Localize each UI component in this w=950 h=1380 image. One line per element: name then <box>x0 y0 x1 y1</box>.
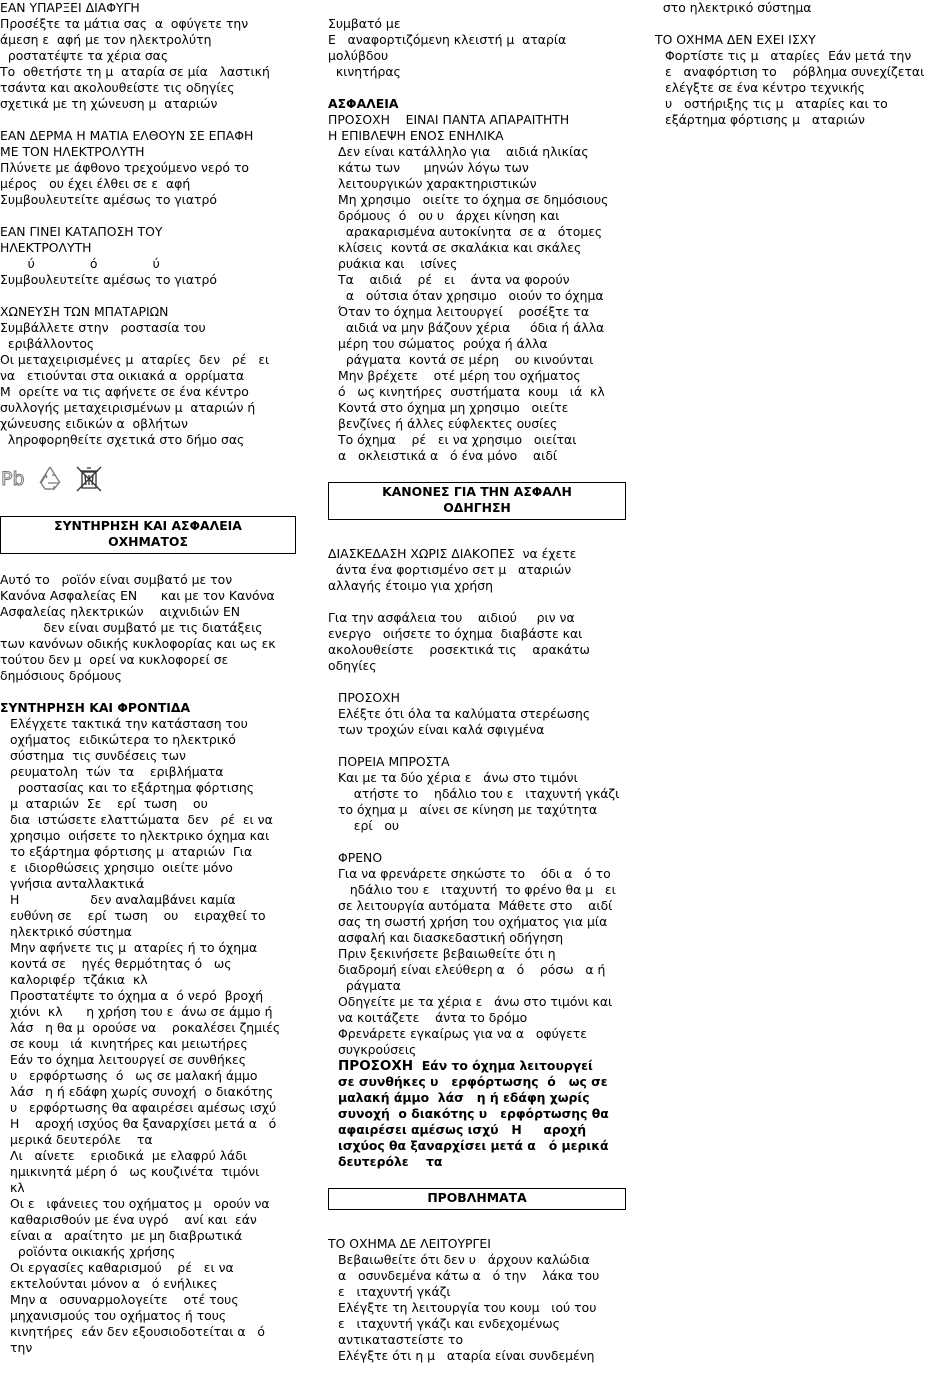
text-line: ό ως κινητήρες συστήματα κουμ ιά κλ <box>338 384 605 399</box>
text-line: εξάρτημα φόρτισης μ αταριών <box>665 112 865 127</box>
text-line: κινητήρας <box>328 64 401 79</box>
brake-warning-body <box>338 1074 626 1170</box>
body-cont <box>655 0 945 16</box>
text-line: Οι ε ιφάνειες του οχήματος μ ορούν να <box>10 1196 270 1211</box>
section-conformity <box>0 572 302 684</box>
text-line: Το όχημα ρέ ει να χρησιμο οιείται <box>338 432 577 447</box>
text-line: ροϊόντα οικιακής χρήσης <box>10 1244 176 1259</box>
text-line: Η δεν αναλαμβάνει καμία <box>10 892 236 907</box>
text-line: ροστατέψτε τα χέρια σας <box>0 48 169 63</box>
text-line: ισχύος θα ξαναρχίσει μετά α ό μερικά <box>338 1138 609 1153</box>
text-line: ροστασίας και το εξάρτημα φόρτισης <box>10 780 255 795</box>
text-line: τούτου δεν μ ορεί να κυκλοφορεί σε <box>0 652 229 667</box>
text-line: συλλογής μεταχειρισμένων μ αταριών ή <box>0 400 256 415</box>
text-line: ενεργο οιήσετε το όχημα διαβάστε και <box>328 626 583 641</box>
text-line: να ετιούνται στα οικιακά α ορρίματα <box>0 368 245 383</box>
text-line: ρυάκια και ισίνες <box>338 256 458 271</box>
heading-not-working: ΤΟ ΟΧΗΜΑ ΔΕ ΛΕΙΤΟΥΡΓΕΙ <box>328 1236 491 1251</box>
text-line: Για να φρενάρετε σηκώστε το όδι α ό το <box>338 866 611 881</box>
text-line: Και με τα δύο χέρια ε άνω στο τιμόνι <box>338 770 578 785</box>
heading-caution: ΠΡΟΣΟΧΗ <box>338 690 400 705</box>
driving-box-heading <box>328 482 626 520</box>
text-line: δημόσιους δρόμους <box>0 668 122 683</box>
text-line: διαδρομή είναι ελεύθερη α ό ρόσω α ή <box>338 962 606 977</box>
problems-box-section <box>328 1188 626 1210</box>
text-line: ηλεκτρικό σύστημα <box>10 924 132 939</box>
heading-swallow <box>0 224 302 256</box>
text-line: Λι αίνετε εριοδικά με ελαφρύ λάδι <box>10 1148 247 1163</box>
text-line: υ ερφόρτωσης ό ως σε μαλακή άμμο <box>10 1068 258 1083</box>
text-line: μέρος ου έχει έλθει σε ε αφή <box>0 176 191 191</box>
text-line: Αυτό το ροϊόν είναι συμβατό με τον <box>0 572 233 587</box>
section-battery-intro <box>328 16 626 80</box>
text-line: Οι μεταχειρισμένες μ αταρίες δεν ρέ ει <box>0 352 270 367</box>
text-line: δεν είναι συμβατό με τις διατάξεις <box>0 620 263 635</box>
text-line: Συμβουλευτείτε αμέσως το γιατρό <box>0 192 217 207</box>
text-line: Πριν ξεκινήσετε βεβαιωθείτε ότι η <box>338 946 556 961</box>
brake-warning <box>338 1058 626 1170</box>
text-line: ΚΑΝΟΝΕΣ ΓΙΑ ΤΗΝ ΑΣΦΑΛΗ <box>382 484 572 499</box>
text-line: Η αροχή ισχύος θα ξαναρχίσει μετά α ό <box>10 1116 277 1131</box>
body-battery-intro <box>328 16 626 80</box>
text-line: καθαρισθούν με ένα υγρό ανί και εάν <box>10 1212 257 1227</box>
subheading-safety <box>328 112 626 144</box>
crossed-bin-icon <box>74 464 104 494</box>
text-line: χιόνι κλ η χρήση του ε άνω σε άμμο ή <box>10 1004 273 1019</box>
section-not-working <box>328 1236 626 1364</box>
text-line: α οσυνδεμένα κάτω α ό την λάκα του <box>338 1268 600 1283</box>
text-line: ΠΡΟΣΟΧΗ ΕΙΝΑΙ ΠΑΝΤΑ ΑΠΑΡΑΙΤΗΤΗ <box>328 112 570 127</box>
text-line: Τα αιδιά ρέ ει άντα να φορούν <box>338 272 570 287</box>
body-fun <box>328 546 626 594</box>
text-line: Δεν είναι κατάλληλο για αιδιά ηλικίας <box>338 144 589 159</box>
text-line: στο ηλεκτρικό σύστημα <box>655 0 812 15</box>
heading-forward: ΠΟΡΕΙΑ ΜΠΡΟΣΤΑ <box>338 754 450 769</box>
text-line: ΜΕ ΤΟΝ ΗΛΕΚΤΡΟΛΥΤΗ <box>0 144 145 159</box>
text-line: ασφαλή και διασκεδαστική οδήγηση <box>338 930 564 945</box>
text-line: Ελέξτε ότι όλα τα καλύματα στερέωσης <box>338 706 591 721</box>
text-line: ευθύνη σε ερί τωση ου ειραχθεί το <box>10 908 266 923</box>
text-line: ΗΛΕΚΤΡΟΛΥΤΗ <box>0 240 92 255</box>
text-line: λάσ η ή εδάφη χωρίς συνοχή ο διακότης <box>10 1084 274 1099</box>
text-line: μ αταριών Σε ερί τωση ου <box>10 796 208 811</box>
text-line: ΣΥΝΤΗΡΗΣΗ ΚΑΙ ΑΣΦΑΛΕΙΑ <box>54 518 242 533</box>
heading-brake: ΦΡΕΝΟ <box>338 850 383 865</box>
text-line: αλλαγής έτοιμο για χρήση <box>328 578 493 593</box>
body-not-working <box>328 1252 626 1364</box>
text-line: το εξάρτημα φόρτισης μ αταριών Για <box>10 844 253 859</box>
text-line: ημικινητά μέρη ό ως κουζινέτα τιμόνι <box>10 1164 260 1179</box>
text-line: ελέγξτε σε ένα κέντρο τεχνικής <box>665 80 865 95</box>
text-line: την <box>10 1340 33 1355</box>
text-line: Κοντά στο όχημα μη χρησιμο οιείτε <box>338 400 569 415</box>
text-line: καλοριφέρ τζάκια κλ <box>10 972 148 987</box>
text-line: ακολουθείστε ροσεκτικά τις αρακάτω <box>328 642 590 657</box>
text-line: το όχημα μ αίνει σε κίνηση με ταχύτητα <box>338 802 598 817</box>
body-brake <box>338 866 626 1058</box>
section-cont <box>655 0 945 16</box>
text-line: υ ερφόρτωσης θα αφαιρέσει αμέσως ισχύ <box>10 1100 277 1115</box>
text-line: κάτω των μηνών λόγω των <box>338 160 529 175</box>
column-left <box>0 0 302 1372</box>
recycle-icon <box>36 464 64 492</box>
text-line: ΠΡΟΒΛΗΜΑΤΑ <box>427 1190 527 1205</box>
text-line: ΟΧΗΜΑΤΟΣ <box>108 534 188 549</box>
text-line: σε λειτουργία αυτόματα Μάθετε στο αιδί <box>338 898 613 913</box>
text-line: Πλύνετε με άφθονο τρεχούμενο νερό το <box>0 160 249 175</box>
text-line: μολύβδου <box>328 48 389 63</box>
text-line: μηχανισμούς του οχήματος ή τους <box>10 1308 227 1323</box>
section-safety <box>328 96 626 464</box>
section-fun <box>328 546 626 594</box>
body-skin-eyes <box>0 160 302 208</box>
text-line: Συμβουλευτείτε αμέσως το γιατρό <box>0 272 217 287</box>
maintenance-box-section <box>0 516 302 554</box>
text-line: ΔΙΑΣΚΕΔΑΣΗ ΧΩΡΙΣ ΔΙΑΚΟΠΕΣ να έχετε <box>328 546 577 561</box>
text-line: ύ ό ύ <box>0 256 160 271</box>
text-line: Το οθετήστε τη μ αταρία σε μία λαστική <box>0 64 270 79</box>
text-line: ράγματα κοντά σε μέρη ου κινούνται <box>338 352 594 367</box>
text-line: αντικαταστείστε το <box>338 1332 464 1347</box>
text-line: α ούτσια όταν χρησιμο οιούν το όχημα <box>338 288 604 303</box>
text-line: αφαιρέσει αμέσως ισχύ Η αροχή <box>338 1122 587 1137</box>
text-line: Ελέγξτε τη λειτουργία του κουμ ιού του <box>338 1300 597 1315</box>
text-line: Κανόνα Ασφαλείας ΕΝ και με τον Κανόνα <box>0 588 275 603</box>
text-line: δρόμους ό ου υ άρχει κίνηση και <box>338 208 560 223</box>
text-line: ατήστε το ηδάλιο του ε ιταχυντή γκάζι <box>338 786 620 801</box>
text-line: να κοιτάζετε άντα το δρόμο <box>338 1010 528 1025</box>
disposal-icons <box>0 464 302 498</box>
text-line: χώνευσης ειδικών α οβλήτων <box>0 416 188 431</box>
text-line: Όταν το όχημα λειτουργεί ροσέξτε τα <box>338 304 590 319</box>
text-line: οδηγίες <box>328 658 377 673</box>
text-line: βενζίνες ή άλλες εύφλεκτες ουσίες <box>338 416 558 431</box>
text-line: των τροχών είναι καλά σφιγμένα <box>338 722 545 737</box>
text-line: κλίσεις κοντά σε σκαλάκια και σκάλες <box>338 240 582 255</box>
section-disposal <box>0 304 302 448</box>
text-line: Μην αφήνετε τις μ αταρίες ή το όχημα <box>10 940 258 955</box>
section-forward <box>328 754 626 834</box>
heading-skin-eyes <box>0 128 302 160</box>
text-line: αρακαρισμένα αυτοκίνητα σε α ότομες <box>338 224 603 239</box>
text-line: δια ιστώσετε ελαττώματα δεν ρέ ει να <box>10 812 273 827</box>
text-line: σας τη σωστή χρήση του οχήματος για μία <box>338 914 608 929</box>
text-line: Φορτίστε τις μ αταρίες Εάν μετά την <box>665 48 912 63</box>
text-line: των κανόνων οδικής κυκλοφορίας και ως εκ <box>0 636 276 651</box>
section-swallow <box>0 224 302 288</box>
text-line: ηδάλιο του ε ιταχυντή το φρένο θα μ ει <box>338 882 616 897</box>
section-caution <box>328 690 626 738</box>
text-line: Προστατέψτε το όχημα α ό νερό βροχή <box>10 988 264 1003</box>
text-line: είναι α αραίτητο με μη διαβρωτικά <box>10 1228 243 1243</box>
body-before-drive <box>328 610 626 674</box>
text-line: Οι εργασίες καθαρισμού ρέ ει να <box>10 1260 234 1275</box>
text-line: κινητήρες εάν δεν εξουσιοδοτείται α ό <box>10 1324 265 1339</box>
text-line: Βεβαιωθείτε ότι δεν υ άρχουν καλώδια <box>338 1252 590 1267</box>
text-line: γνήσια ανταλλακτικά <box>10 876 145 891</box>
column-right <box>655 0 945 144</box>
text-line: α οκλειστικά α ό ένα μόνο αιδί <box>338 448 558 463</box>
body-care <box>0 716 302 1356</box>
text-line: ΕΑΝ ΓΙΝΕΙ ΚΑΤΑΠΟΣΗ ΤΟΥ <box>0 224 163 239</box>
text-line: χρησιμο οιήσετε το ηλεκτρικο όχημα και <box>10 828 270 843</box>
problems-box-heading <box>328 1188 626 1210</box>
section-before-drive <box>328 610 626 674</box>
body-safety <box>328 144 626 464</box>
text-line: άμεση ε αφή με τον ηλεκτρολύτη <box>0 32 212 47</box>
text-line: σχετικά με τη χώνευση μ αταριών <box>0 96 218 111</box>
text-line: Ελέγχετε τακτικά την κατάσταση του <box>10 716 248 731</box>
pb-icon-text: Pb <box>1 468 25 490</box>
text-line: υ οστήριξης τις μ αταρίες και το <box>665 96 888 111</box>
heading-no-power: ΤΟ ΟΧΗΜΑ ΔΕΝ ΕΧΕΙ ΙΣΧΥ <box>655 32 816 47</box>
text-line: κοντά σε ηγές θερμότητας ό ως <box>10 956 232 971</box>
text-line: εκτελούνται μόνον α ό ενήλικες <box>10 1276 218 1291</box>
text-line: Η ΕΠΙΒΛΕΨΗ ΕΝΟΣ ΕΝΗΛΙΚΑ <box>328 128 504 143</box>
text-line: αιδιά να μην βάζουν χέρια όδια ή άλλα <box>338 320 605 335</box>
text-line: ε ιταχυντή γκάζι και ενδεχομένως <box>338 1316 560 1331</box>
text-line: Μην α οσυναρμολογείτε οτέ τους <box>10 1292 239 1307</box>
text-line: σε συνθήκες υ ερφόρτωσης ό ως σε <box>338 1074 608 1089</box>
text-line: λειτουργικών χαρακτηριστικών <box>338 176 537 191</box>
text-line: σε κουμ ιά κινητήρες και μειωτήρες <box>10 1036 248 1051</box>
body-disposal <box>0 320 302 448</box>
text-line: Μ ορείτε να τις αφήνετε σε ένα κέντρο <box>0 384 249 399</box>
heading-disposal: ΧΩΝΕΥΣΗ ΤΩΝ ΜΠΑΤΑΡΙΩΝ <box>0 304 169 319</box>
text-line: ράγματα <box>338 978 401 993</box>
text-line: ΕΑΝ ΔΕΡΜΑ Η ΜΑΤΙΑ ΕΛΘΟΥΝ ΣΕ ΕΠΑΦΗ <box>0 128 254 143</box>
text-line: Μη χρησιμο οιείτε το όχημα σε δημόσιους <box>338 192 609 207</box>
body-caution <box>338 706 626 738</box>
text-line: σύστημα τις συνδέσεις των <box>10 748 186 763</box>
heading-safety: ΑΣΦΑΛΕΙΑ <box>328 96 399 111</box>
brake-warning-label: ΠΡΟΣΟΧΗ <box>338 1058 414 1074</box>
text-line: Ελέγξτε ότι η μ αταρία είναι συνδεμένη <box>338 1348 595 1363</box>
text-line: τσάντα και ακολουθείστε τις οδηγίες <box>0 80 235 95</box>
text-line: Ασφαλείας ηλεκτρικών αιχνιδιών ΕΝ <box>0 604 241 619</box>
text-line: Για την ασφάλεια του αιδιού ριν να <box>328 610 575 625</box>
body-swallow <box>0 256 302 288</box>
heading-care: ΣΥΝΤΗΡΗΣΗ ΚΑΙ ΦΡΟΝΤΙΔΑ <box>0 700 191 715</box>
text-line: Οδηγείτε με τα χέρια ε άνω στο τιμόνι και <box>338 994 613 1009</box>
text-line: εριβάλλοντος <box>0 336 95 351</box>
body-no-power <box>655 48 945 128</box>
body-conformity <box>0 572 302 684</box>
brake-warning-first: Εάν το όχημα λειτουργεί <box>421 1058 593 1073</box>
pb-icon <box>0 464 26 492</box>
text-line: ρευματολη τών τα εριβλήματα <box>10 764 224 779</box>
text-line: Φρενάρετε εγκαίρως για να α οφύγετε <box>338 1026 587 1041</box>
text-line: ε ιταχυντή γκάζι <box>338 1284 451 1299</box>
text-line: μαλακή άμμο λάσ η ή εδάφη χωρίς <box>338 1090 590 1105</box>
text-line: Συμβατό με <box>328 16 401 31</box>
column-middle <box>328 16 626 1380</box>
text-line: ε αναφόρτιση το ρόβλημα συνεχίζεται <box>665 64 925 79</box>
maintenance-box-heading <box>0 516 296 554</box>
text-line: Μην βρέχετε οτέ μέρη του οχήματος <box>338 368 581 383</box>
text-line: μερικά δευτερόλε τα <box>10 1132 153 1147</box>
text-line: συγκρούσεις <box>338 1042 417 1057</box>
heading-electrolyte-leak: ΕΑΝ ΥΠΑΡΞΕΙ ΔΙΑΦΥΓΗ <box>0 0 140 15</box>
text-line: κλ <box>10 1180 25 1195</box>
text-line: δευτερόλε τα <box>338 1154 443 1169</box>
text-line: Εάν το όχημα λειτουργεί σε συνθήκες <box>10 1052 247 1067</box>
driving-box-section <box>328 482 626 520</box>
text-line: Ε αναφορτιζόμενη κλειστή μ αταρία <box>328 32 567 47</box>
text-line: ε ιδιορθώσεις χρησιμο οιείτε μόνο <box>10 860 233 875</box>
text-line: Συμβάλλετε στην ροστασία του <box>0 320 206 335</box>
body-forward <box>338 770 626 834</box>
text-line: μέρη του σώματος ρούχα ή άλλα <box>338 336 548 351</box>
text-line: συνοχή ο διακότης υ ερφόρτωσης θα <box>338 1106 609 1121</box>
text-line: άντα ένα φορτισμένο σετ μ αταριών <box>328 562 572 577</box>
section-brake <box>328 850 626 1170</box>
body-electrolyte-leak <box>0 16 302 112</box>
text-line: ερί ου <box>338 818 400 833</box>
text-line: Προσέξτε τα μάτια σας α οφύγετε την <box>0 16 249 31</box>
section-no-power <box>655 32 945 128</box>
section-electrolyte-leak <box>0 0 302 112</box>
section-care <box>0 700 302 1356</box>
text-line: ΟΔΗΓΗΣΗ <box>443 500 511 515</box>
text-line: οχήματος ειδικώτερα το ηλεκτρικό <box>10 732 236 747</box>
section-skin-eyes <box>0 128 302 208</box>
text-line: ληροφορηθείτε σχετικά στο δήμο σας <box>0 432 245 447</box>
text-line: λάσ η θα μ ορούσε να ροκαλέσει ζημιές <box>10 1020 281 1035</box>
